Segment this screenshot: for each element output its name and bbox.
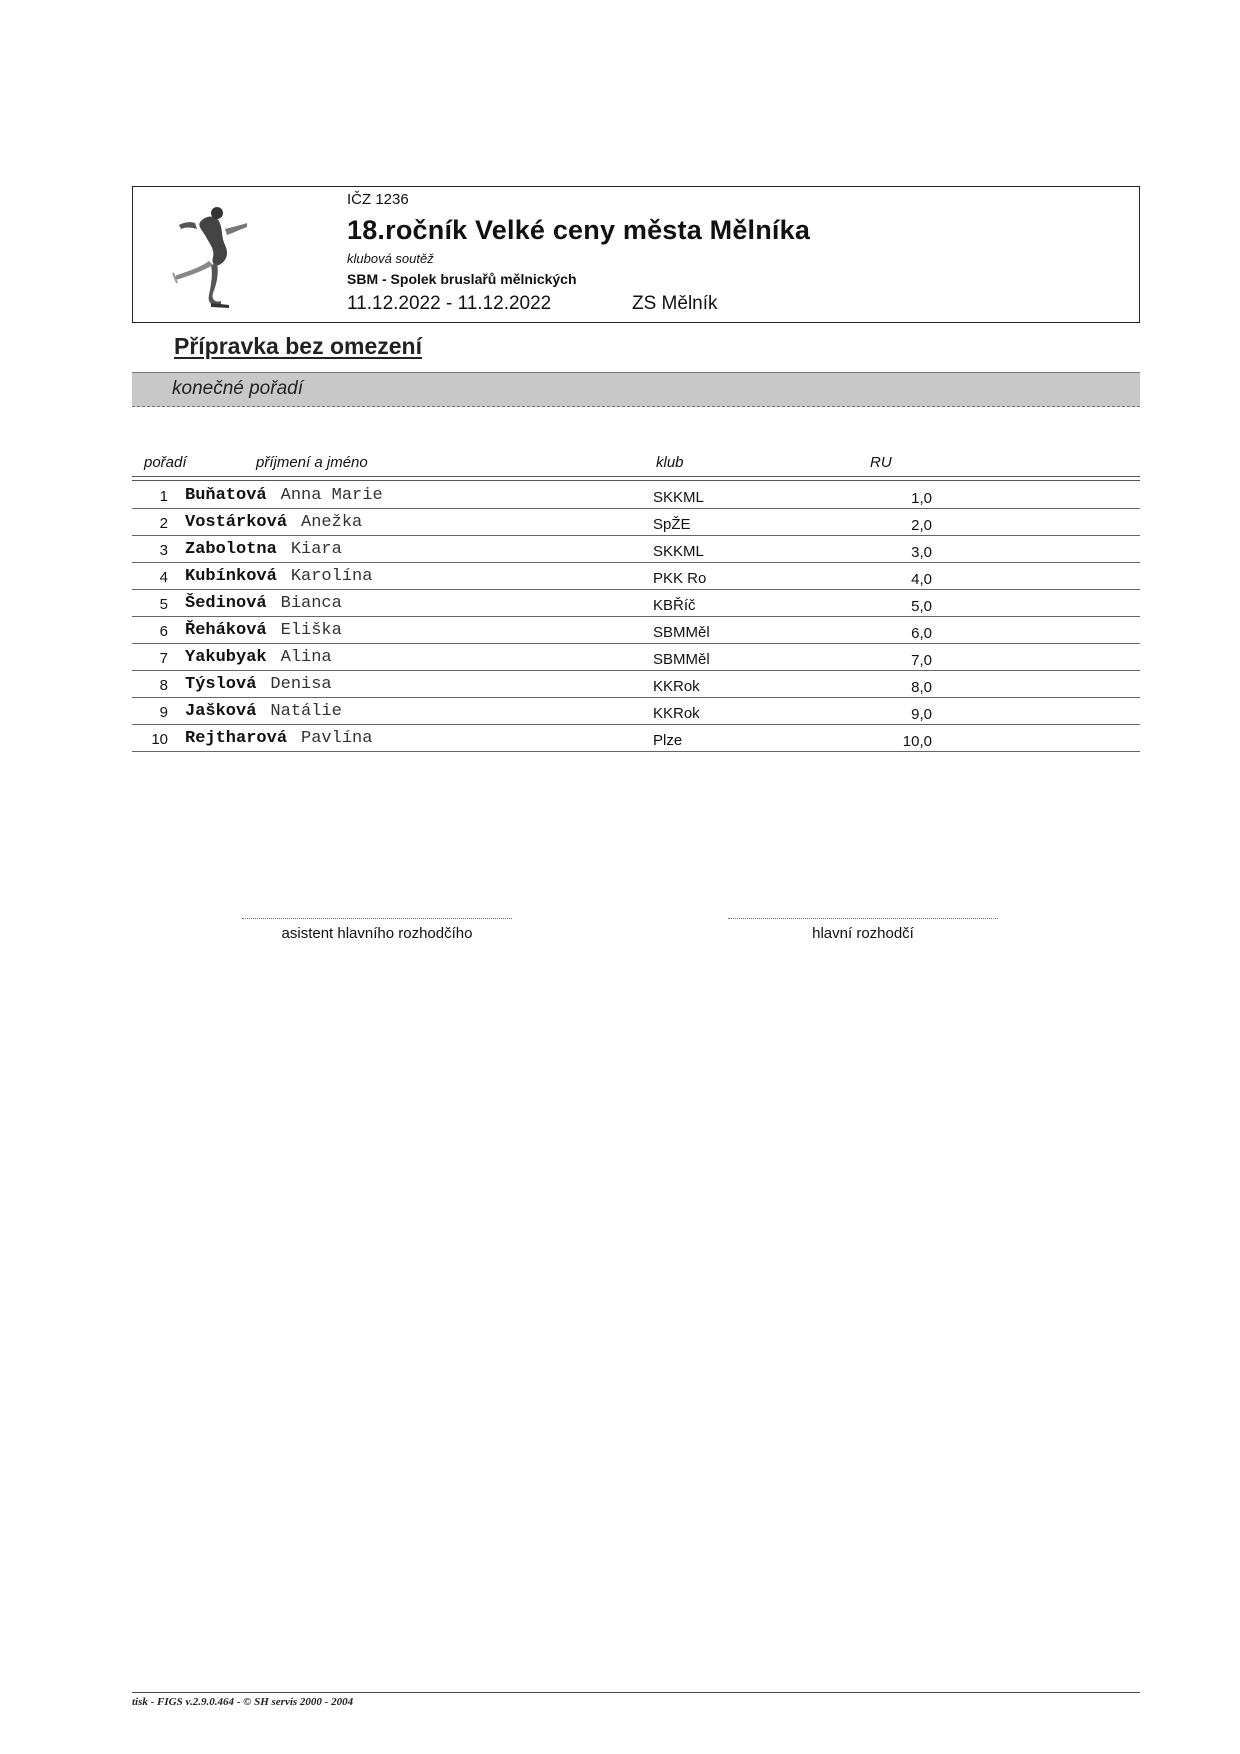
club-cell: SKKML (653, 543, 704, 560)
name-cell (185, 540, 342, 559)
ru-cell: 4,0 (911, 571, 932, 588)
name-cell (185, 648, 332, 667)
surname: Šedinová (185, 594, 267, 613)
surname: Buňatová (185, 486, 267, 505)
icz-code: IČZ 1236 (347, 191, 409, 208)
club-cell: KKRok (653, 705, 700, 722)
event-dates: 11.12.2022 - 11.12.2022 (347, 293, 552, 314)
first-name: Karolína (290, 567, 373, 586)
surname: Řeháková (185, 621, 267, 640)
event-venue: ZS Mělník (632, 293, 718, 314)
ru-cell: 1,0 (911, 490, 932, 507)
signature-label-right: hlavní rozhodčí (812, 925, 914, 942)
rank-cell: 6 (159, 623, 168, 640)
results-table (132, 482, 1140, 752)
table-row (132, 698, 1140, 725)
rank-cell: 3 (159, 542, 168, 559)
table-row (132, 725, 1140, 752)
table-row (132, 590, 1140, 617)
ru-cell: 6,0 (911, 625, 932, 642)
organizer: SBM - Spolek bruslařů mělnických (347, 271, 577, 287)
ru-cell: 3,0 (911, 544, 932, 561)
column-header-club: klub (656, 454, 684, 471)
club-cell: SBMMěl (653, 624, 710, 641)
signature-line-right (728, 918, 998, 919)
result-type-label: konečné pořadí (172, 378, 303, 399)
first-name: Eliška (280, 621, 342, 640)
name-cell (185, 729, 372, 748)
ru-cell: 5,0 (911, 598, 932, 615)
footer-credit: tisk - FIGS v.2.9.0.464 - © SH servis 2000 - 2004 (132, 1696, 354, 1708)
surname: Rejtharová (185, 729, 288, 748)
club-cell: SBMMěl (653, 651, 710, 668)
rank-cell: 2 (159, 515, 168, 532)
ru-cell: 7,0 (911, 652, 932, 669)
table-row (132, 509, 1140, 536)
surname: Vostárková (185, 513, 288, 532)
surname: Yakubyak (185, 648, 267, 667)
footer-rule (132, 1692, 1140, 1693)
name-cell (185, 486, 383, 505)
signature-label-left: asistent hlavního rozhodčího (281, 925, 473, 942)
column-header-name: příjmení a jméno (256, 454, 368, 471)
table-row (132, 617, 1140, 644)
club-cell: SKKML (653, 489, 704, 506)
first-name: Alina (280, 648, 332, 667)
ru-cell: 2,0 (911, 517, 932, 534)
name-cell (185, 621, 342, 640)
club-cell: KBŘíč (653, 597, 696, 614)
first-name: Anna Marie (280, 486, 383, 505)
signature-line-left (242, 918, 512, 919)
rank-cell: 8 (159, 677, 168, 694)
header-rule-double (132, 480, 1140, 481)
ru-cell: 10,0 (902, 733, 932, 750)
result-type-band (132, 372, 1140, 407)
name-cell (185, 594, 342, 613)
table-row (132, 563, 1140, 590)
table-row (132, 536, 1140, 563)
event-header (132, 186, 1140, 323)
rank-cell: 4 (159, 569, 168, 586)
name-cell (185, 702, 342, 721)
club-cell: SpŽE (653, 516, 691, 533)
rank-cell: 1 (159, 488, 168, 505)
figure-skater-logo (155, 201, 265, 313)
first-name: Pavlína (301, 729, 373, 748)
first-name: Denisa (270, 675, 332, 694)
surname: Kubínková (185, 567, 277, 586)
column-header-ru: RU (870, 454, 892, 471)
event-type: klubová soutěž (347, 251, 434, 266)
header-rule (132, 476, 1140, 477)
rank-cell: 9 (159, 704, 168, 721)
first-name: Bianca (280, 594, 342, 613)
event-title: 18.ročník Velké ceny města Mělníka (347, 215, 811, 245)
table-row (132, 482, 1140, 509)
column-header-rank: pořadí (144, 454, 187, 471)
first-name: Natálie (270, 702, 342, 721)
ru-cell: 8,0 (911, 679, 932, 696)
club-cell: KKRok (653, 678, 700, 695)
surname: Zabolotna (185, 540, 277, 559)
table-row (132, 671, 1140, 698)
name-cell (185, 513, 362, 532)
name-cell (185, 675, 332, 694)
rank-cell: 10 (151, 731, 168, 748)
ru-cell: 9,0 (911, 706, 932, 723)
table-row (132, 644, 1140, 671)
surname: Jašková (185, 702, 257, 721)
name-cell (185, 567, 372, 586)
first-name: Anežka (301, 513, 363, 532)
rank-cell: 5 (159, 596, 168, 613)
first-name: Kiara (290, 540, 342, 559)
club-cell: Plze (653, 732, 683, 749)
club-cell: PKK Ro (653, 570, 707, 587)
category-title: Přípravka bez omezení (174, 333, 422, 359)
rank-cell: 7 (159, 650, 168, 667)
surname: Týslová (185, 675, 257, 694)
